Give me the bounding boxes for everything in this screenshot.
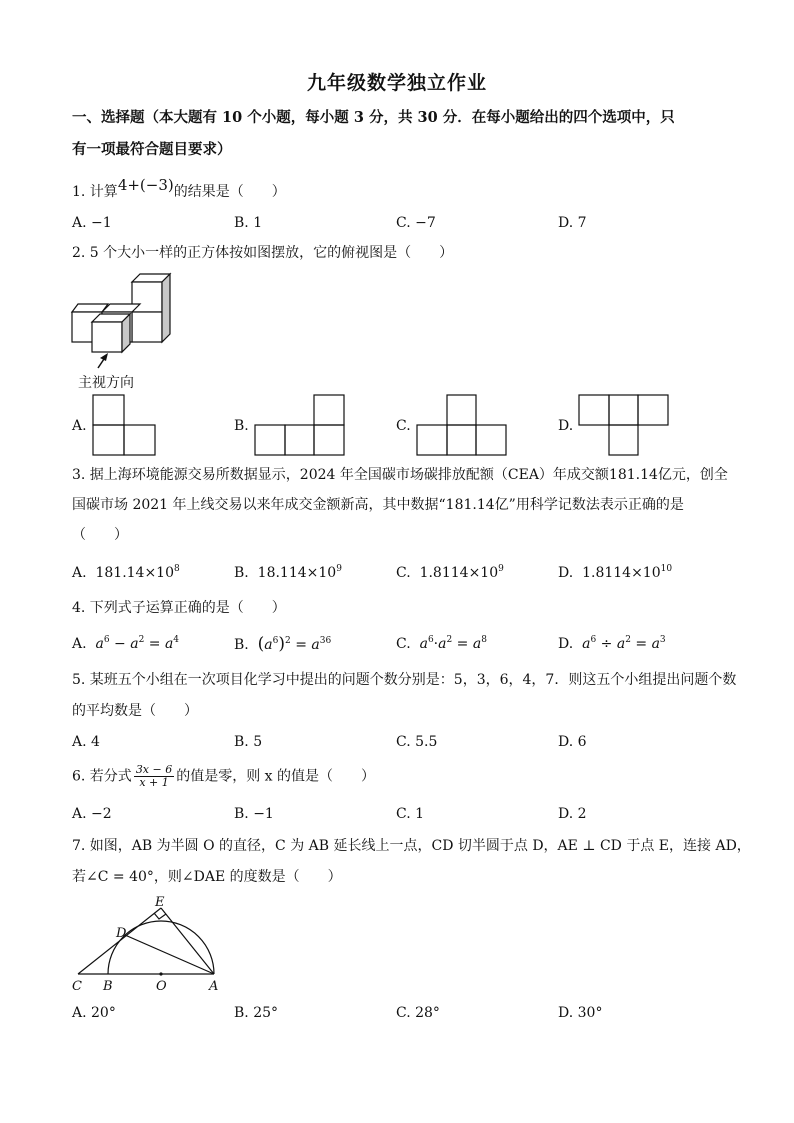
q4-option-c-letter: C. [396, 636, 411, 652]
q4-option-c[interactable]: C. $a^6\cdot a^2 = a^8$ [396, 635, 487, 652]
q3-option-a[interactable] [72, 563, 180, 583]
q2-option-b-letter[interactable]: B. [234, 418, 249, 434]
q5-option-b[interactable]: B. 5 [234, 734, 263, 750]
q2-option-b-figure[interactable] [254, 394, 350, 456]
q3-option-b[interactable] [234, 563, 342, 583]
q3-option-d-base: 1.8114×10 [582, 565, 661, 581]
q7-option-d[interactable]: D. 30° [558, 1005, 603, 1021]
q1-option-b[interactable]: B. 1 [234, 215, 263, 231]
section-heading-line1: 一、选择题（本大题有 10 个小题，每小题 3 分，共 30 分．在每小题给出的四个选项中，只 [72, 109, 675, 126]
cube-right-side [162, 274, 170, 342]
q6-option-b[interactable]: B. −1 [234, 806, 274, 822]
q4-option-b[interactable]: B. $(a^6)^2 = a^{36}$ [234, 634, 332, 654]
q5-stem-line1: 5. 某班五个小组在一次项目化学习中提出的问题个数分别是：5，3，6，4，7．则这五个小组提出问题个数 [72, 672, 737, 688]
label-c: C [72, 979, 82, 994]
q6-prefix: 6. 若分式 [72, 768, 132, 785]
line-da [125, 935, 214, 974]
q1-option-c[interactable]: C. −7 [396, 215, 436, 231]
q3-option-a-base: 181.14×10 [95, 565, 174, 581]
label-d: D [116, 926, 127, 941]
q2-option-c-letter[interactable]: C. [396, 418, 411, 434]
q6-suffix: 的值是零，则 x 的值是（ ） [176, 768, 376, 785]
q3-stem-line1: 3. 据上海环境能源交易所数据显示，2024 年全国碳市场碳排放配额（CEA）年成交额181.14亿元，创全 [72, 467, 728, 483]
label-a: A [209, 979, 219, 994]
q4-option-a-letter: A. [72, 636, 87, 652]
q7-option-b[interactable]: B. 25° [234, 1005, 279, 1021]
q3-stem-line3: （ ） [72, 527, 128, 543]
q4-option-b-letter: B. [234, 637, 249, 653]
q3-option-c-exp: 9 [498, 564, 504, 574]
center-point-o [159, 972, 162, 975]
q7-stem-line2: 若∠C = 40°，则∠DAE 的度数是（ ） [72, 869, 342, 885]
cube-front-front [92, 322, 122, 352]
q3-option-a-letter: A. [72, 565, 87, 581]
q2-option-a-figure[interactable] [92, 394, 158, 456]
q2-option-d-figure[interactable] [578, 394, 674, 456]
line-ea [161, 908, 214, 974]
q3-option-c-letter: C. [396, 565, 411, 581]
q1-option-d[interactable]: D. 7 [558, 215, 587, 231]
q3-option-c[interactable] [396, 563, 504, 583]
q4-option-d[interactable]: D. $a^6 \div a^2 = a^3$ [558, 635, 666, 652]
q1-prefix: 1. 计算 [72, 184, 118, 200]
q4-option-a[interactable]: A. $a^6 - a^2 = a^4$ [72, 635, 180, 652]
q5-option-a[interactable]: A. 4 [72, 734, 100, 750]
label-b: B [103, 979, 113, 994]
q6-option-d[interactable]: D. 2 [558, 806, 587, 822]
section-heading-line2: 有一项最符合题目要求） [72, 141, 232, 158]
q6-numerator: 3x − 6 [135, 763, 173, 776]
q4-stem: 4. 下列式子运算正确的是（ ） [72, 600, 286, 616]
arrow-head-icon [100, 353, 108, 361]
q2-option-c-figure[interactable] [416, 394, 512, 456]
q6-option-c[interactable]: C. 1 [396, 806, 425, 822]
q6-option-a[interactable]: A. −2 [72, 806, 112, 822]
q1-stem [72, 176, 286, 202]
q3-option-b-base: 18.114×10 [257, 565, 337, 581]
q7-option-a[interactable]: A. 20° [72, 1005, 116, 1021]
q6-fraction [134, 764, 174, 789]
q6-denominator: x + 1 [139, 776, 169, 789]
semicircle-geometry-figure [68, 892, 228, 996]
q3-option-d-letter: D. [558, 565, 574, 581]
q3-option-d[interactable] [558, 563, 672, 583]
q3-stem-line2: 国碳市场 2021 年上线交易以来年成交金额新高，其中数据“181.14亿”用科学记数法表示正确的是 [72, 497, 684, 513]
q1-expression: 4+(−3) [117, 176, 174, 194]
q2-option-a-letter[interactable]: A. [72, 418, 87, 434]
q3-option-b-exp: 9 [336, 564, 342, 574]
q3-option-c-base: 1.8114×10 [419, 565, 499, 581]
q3-option-d-exp: 10 [660, 564, 673, 574]
label-e: E [155, 895, 165, 910]
q7-stem-line1: 7. 如图，AB 为半圆 O 的直径，C 为 AB 延长线上一点，CD 切半圆于点 D，AE ⊥ CD 于点 E，连接 AD， [72, 838, 751, 854]
q5-option-d[interactable]: D. 6 [558, 734, 587, 750]
label-o: O [156, 979, 167, 994]
q4-option-d-letter: D. [558, 636, 574, 652]
cube-stack-figure [66, 270, 186, 370]
q3-option-a-exp: 8 [174, 564, 180, 574]
q5-stem-line2: 的平均数是（ ） [72, 703, 198, 719]
page-title: 九年级数学独立作业 [306, 72, 487, 94]
q2-option-d-letter[interactable]: D. [558, 418, 574, 434]
right-angle-mark [154, 913, 166, 919]
cube-right-lower-front [132, 312, 162, 342]
q5-option-c[interactable]: C. 5.5 [396, 734, 438, 750]
q3-option-b-letter: B. [234, 565, 249, 581]
q6-stem [72, 764, 375, 789]
q1-suffix: 的结果是（ ） [173, 184, 286, 200]
view-direction-label: 主视方向 [78, 375, 134, 391]
line-ce [78, 908, 161, 974]
q7-option-c[interactable]: C. 28° [396, 1005, 440, 1021]
q1-option-a[interactable]: A. −1 [72, 215, 112, 231]
q2-stem: 2. 5 个大小一样的正方体按如图摆放，它的俯视图是（ ） [72, 245, 454, 261]
